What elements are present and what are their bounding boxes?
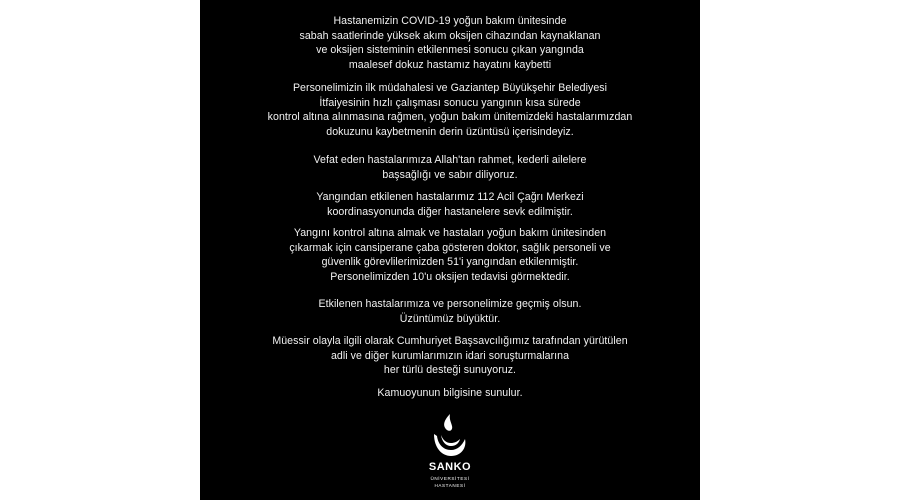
logo-wordmark: SANKO — [428, 461, 472, 473]
text-line: Personelimizin ilk müdahalesi ve Gaziantep Büyükşehir Belediyesi — [292, 82, 608, 94]
text-line: maalesef dokuz hastamız hayatını kaybetti — [348, 58, 552, 71]
text-line: Vefat eden hastalarımıza Allah'tan rahmet, kederli ailelere — [313, 154, 587, 166]
sanko-logo — [420, 412, 480, 494]
text-line: ve oksijen sisteminin etkilenmesi sonucu çıkan yangında — [316, 44, 584, 56]
paragraph-condolences — [200, 153, 700, 182]
text-line: Hastanemizin COVID-19 yoğun bakım ünitesinde — [333, 15, 567, 27]
text-line: kontrol altına alınmasına rağmen, yoğun bakım ünitemizdeki hastalarımızdan — [267, 111, 633, 123]
text-line: Kamuoyunun bilgisine sunulur. — [377, 387, 523, 399]
text-line: çıkarmak için cansiperane çaba gösteren doktor, sağlık personeli ve — [289, 241, 611, 254]
text-line: sabah saatlerinde yüksek akım oksijen cihazından kaynaklanan — [299, 29, 601, 42]
text-line: dokuzunu kaybetmenin derin üzüntüsü içerisindeyiz. — [326, 125, 574, 138]
text-line: güvenlik görevlilerimizden 51'i yangından etkilenmiştir. — [321, 256, 579, 268]
text-line: Üzüntümüz büyüktür. — [399, 312, 501, 325]
paragraph-get-well — [200, 297, 700, 326]
text-line: Yangından etkilenen hastalarımız 112 Acil Çağrı Merkezi — [316, 191, 584, 203]
statement-panel — [200, 0, 700, 500]
logo-subtitle-university: ÜNİVERSİTESİ — [430, 476, 470, 481]
paragraph-fire-announcement — [200, 14, 700, 72]
paragraph-transfers — [200, 190, 700, 219]
logo-subtitle-hospital: HASTANESİ — [434, 483, 466, 488]
paragraph-public-notice — [200, 386, 700, 401]
text-line: Etkilenen hastalarımıza ve personelimize geçmiş olsun. — [318, 298, 582, 310]
text-line: koordinasyonunda diğer hastanelere sevk edilmiştir. — [327, 205, 573, 218]
text-line: İtfaiyesinin hızlı çalışması sonucu yangının kısa sürede — [319, 96, 581, 109]
text-line: adli ve diğer kurumlarımızın idari soruşturmalarına — [330, 349, 570, 362]
paragraph-response — [200, 81, 700, 139]
text-line: her türlü desteği sunuyoruz. — [383, 364, 517, 376]
text-line: Müessir olayla ilgili olarak Cumhuriyet Başsavcılığımız tarafından yürütülen — [272, 335, 628, 347]
paragraph-staff-affected — [200, 226, 700, 284]
sanko-flame-logo-icon — [420, 412, 480, 462]
text-line: başsağlığı ve sabır diliyoruz. — [382, 168, 518, 181]
text-line: Personelimizden 10'u oksijen tedavisi görmektedir. — [330, 270, 570, 283]
paragraph-investigation — [200, 334, 700, 378]
text-line: Yangını kontrol altına almak ve hastaları yoğun bakım ünitesinden — [293, 227, 607, 239]
